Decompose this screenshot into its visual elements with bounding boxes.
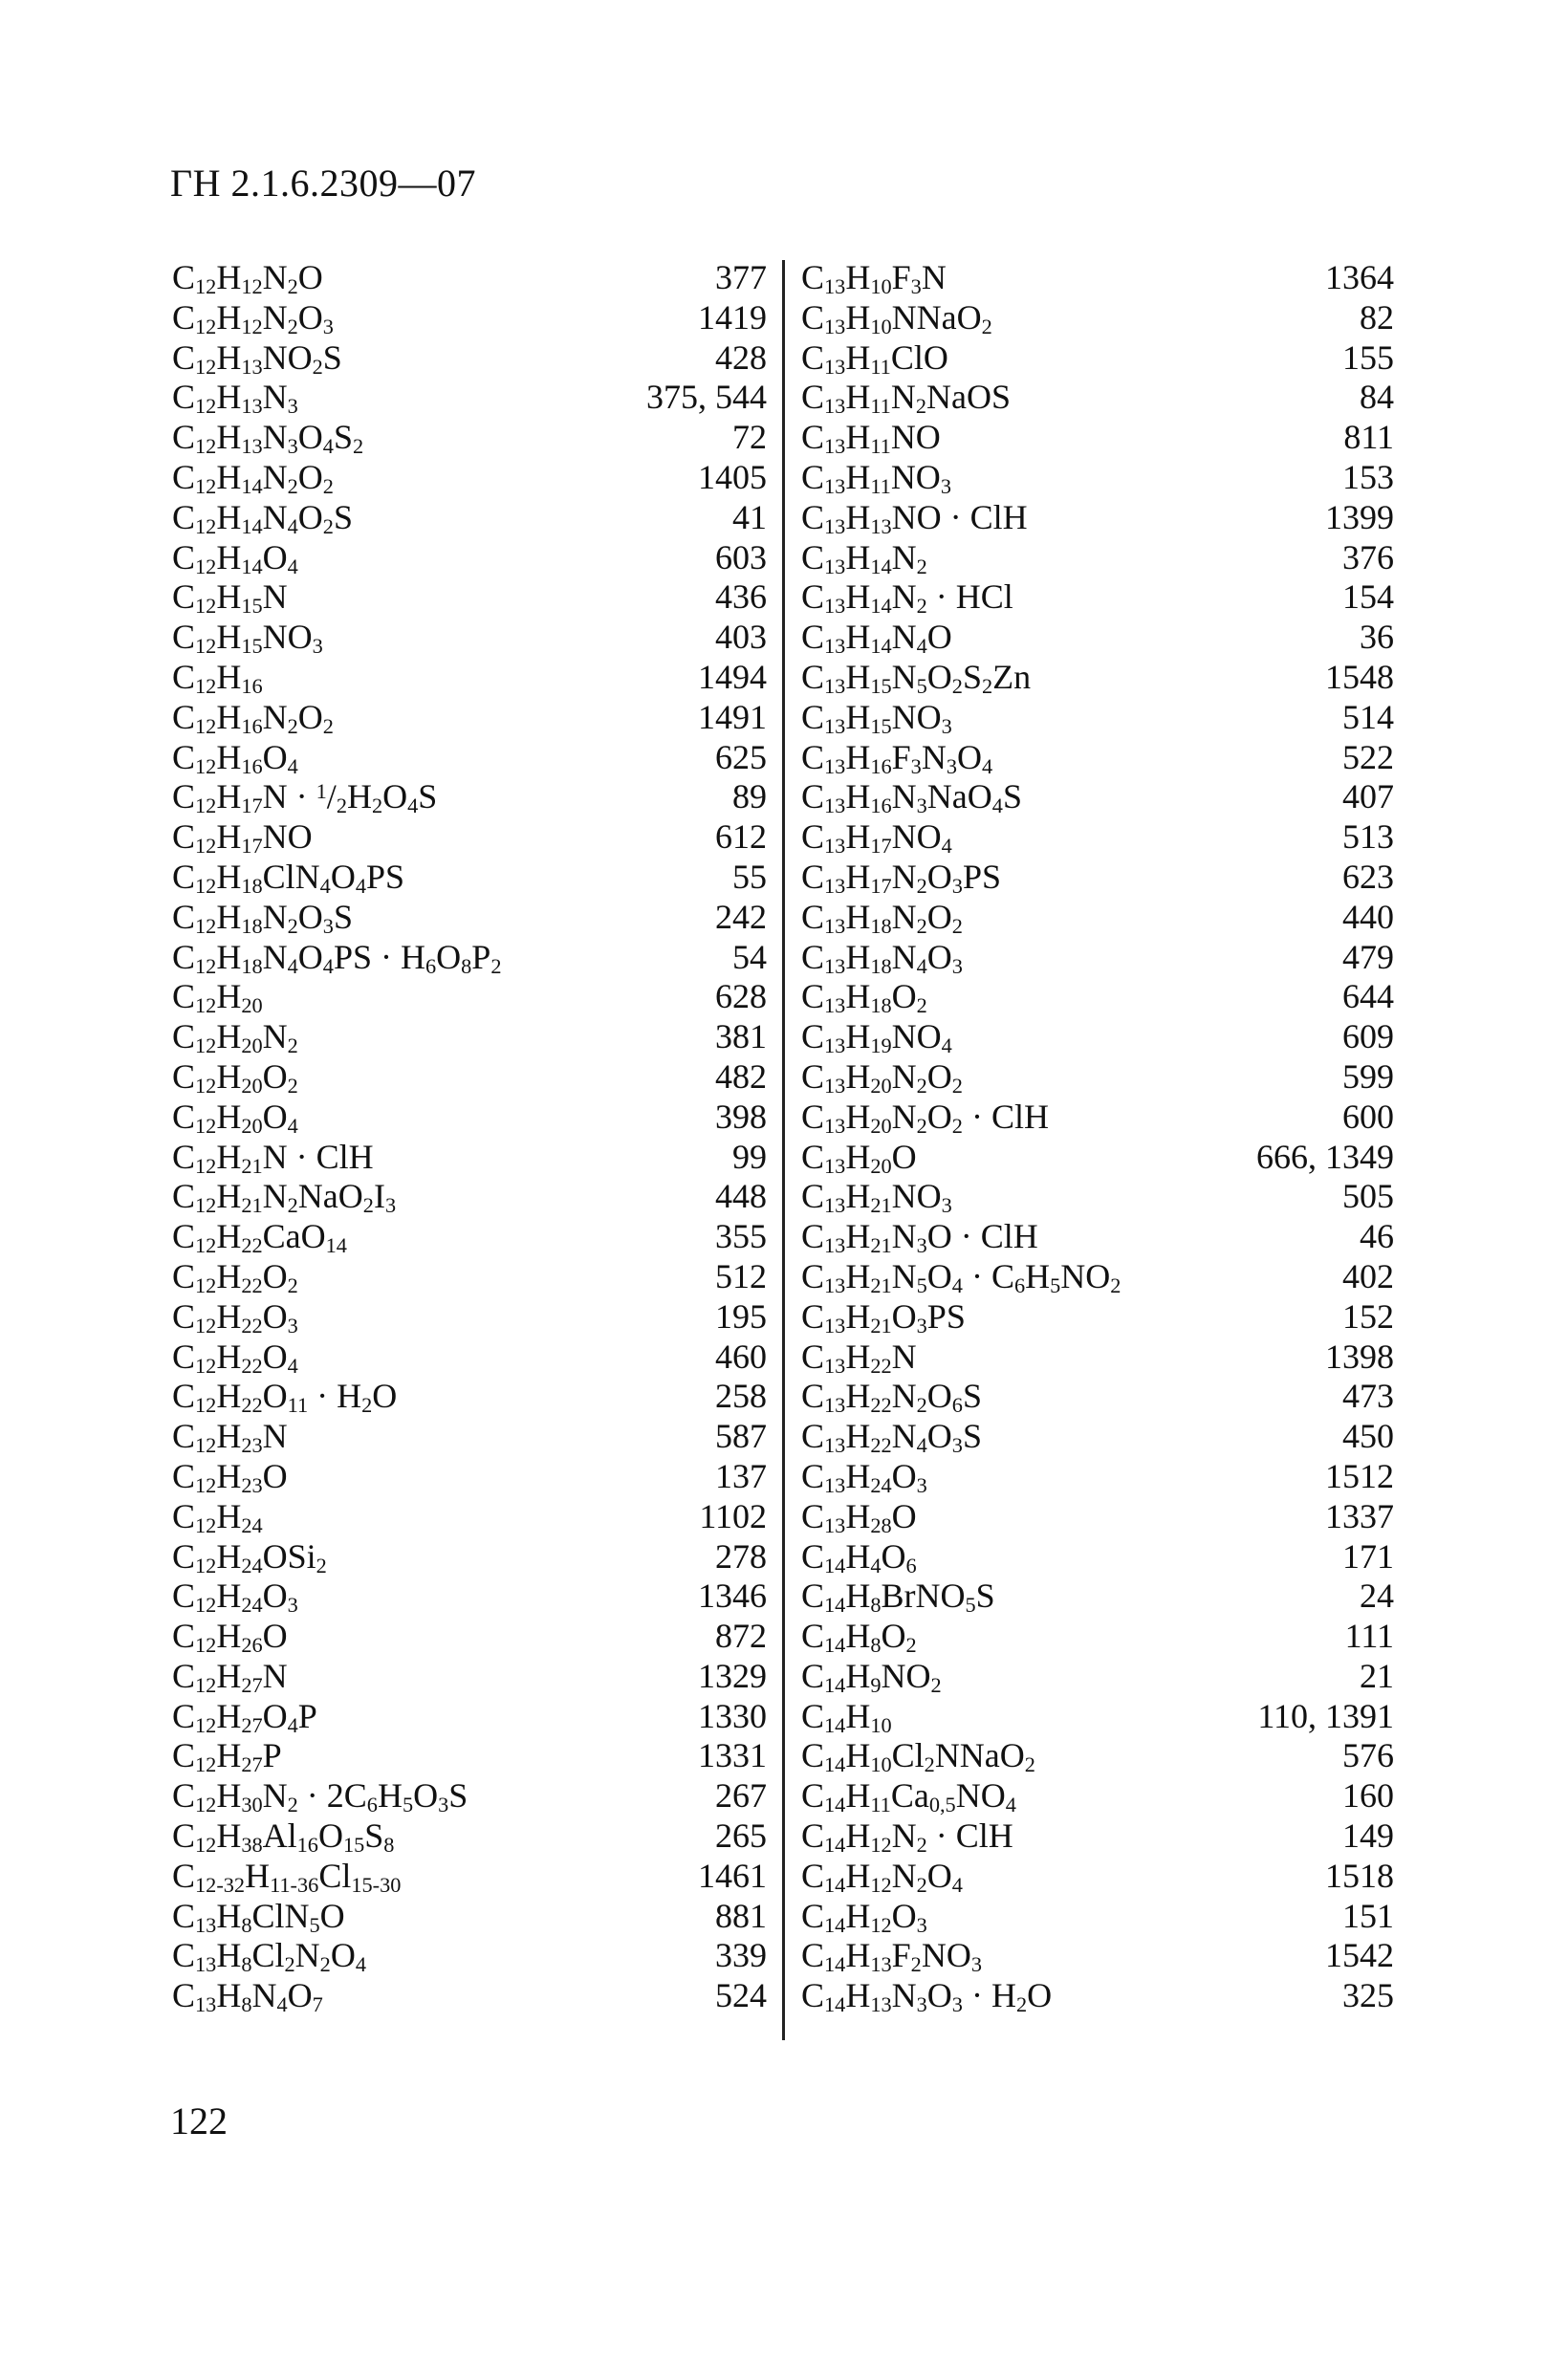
chemical-formula: $C_{12}H_{27}N$ [172,1656,288,1697]
chemical-formula: $C_{14}H_{13}N_3O_3 \cdot H_2O$ [801,1976,1053,2017]
reference-number: 609 [1342,1017,1394,1056]
chemical-formula: $C_{14}H_9NO_2$ [801,1656,942,1697]
chemical-formula: $C_{12}H_{12}N_2O$ [172,258,323,298]
index-row [172,618,767,658]
chemical-formula: $C_{13}H_{14}N_2$ · HCl [801,577,1013,619]
chemical-formula: $C_{12}H_{12}N_2O_3$ [172,297,334,338]
chemical-formula: $C_{12}H_{21}N_2NaO_2I_3$ [172,1177,397,1218]
reference-number: 84 [1360,378,1394,417]
index-row [172,1897,767,1937]
reference-number: 522 [1342,737,1394,776]
chemical-formula: $C_{14}H_{13}F_2NO_3$ [801,1936,982,1977]
reference-number: 1364 [1325,258,1394,296]
chemical-formula: $C_{14}H_{12}N_2$ · ClH [801,1816,1013,1857]
chemical-formula: $C_{12}H_{15}N$ [172,577,288,619]
index-row [172,658,767,698]
index-row [172,378,767,418]
reference-number: 54 [732,937,767,976]
chemical-formula: $C_{12}H_{16}N_2O_2$ [172,697,334,738]
chemical-formula: $C_{13}H_{11}NO$ [801,418,941,459]
chemical-formula: $C_{13}H_{16}N_3NaO_4S$ [801,777,1022,818]
reference-number: 137 [715,1456,767,1495]
chemical-formula: $C_{14}H_{12}O_3$ [801,1896,927,1937]
index-row [801,1497,1394,1537]
reference-number: 339 [715,1936,767,1975]
index-row [172,1857,767,1897]
index-row [801,378,1394,418]
reference-number: 1405 [698,457,767,496]
chemical-formula: $C_{12}H_{21}N$ · ClH [172,1137,374,1178]
index-row [172,1098,767,1138]
reference-number: 41 [732,497,767,536]
chemical-formula: $C_{14}H_{10}$ [801,1696,892,1737]
reference-number: 195 [715,1296,767,1336]
reference-number: 258 [715,1377,767,1416]
reference-number: 473 [1342,1377,1394,1416]
reference-number: 278 [715,1536,767,1576]
chemical-formula: $C_{12}H_{16}$ [172,657,263,698]
chemical-formula: $C_{13}H_{24}O_3$ [801,1456,927,1497]
reference-number: 171 [1342,1536,1394,1576]
reference-number: 111 [1344,1617,1394,1656]
index-row [172,1537,767,1577]
reference-number: 448 [715,1177,767,1216]
index-row [801,1697,1394,1737]
index-row [172,458,767,498]
index-row [801,1857,1394,1897]
index-row [172,1377,767,1417]
reference-number: 375, 544 [646,378,767,417]
index-row [172,1816,767,1857]
index-row [172,1297,767,1338]
index-row [801,1057,1394,1098]
column-divider [782,260,785,2040]
chemical-formula: $C_{12}H_{24}$ [172,1496,263,1537]
index-row [801,898,1394,938]
chemical-formula: $C_{12-32}H_{11-36}Cl_{15-30}$ [172,1856,402,1897]
chemical-formula: $C_{12}H_{18}N_2O_3S$ [172,897,353,938]
chemical-formula: $C_{14}H_{10}Cl_2NNaO_2$ [801,1736,1035,1777]
chemical-formula: $C_{12}H_{13}NO_2S$ [172,337,342,379]
index-row [801,858,1394,898]
reference-number: 403 [715,618,767,657]
reference-number: 1542 [1325,1936,1394,1975]
chemical-formula: $C_{12}H_{14}O_4$ [172,537,298,578]
index-row [801,1177,1394,1217]
chemical-formula: $C_{13}H_{14}N_4O$ [801,618,952,659]
chemical-formula: $C_{13}H_{15}N_5O_2S_2Zn$ [801,657,1032,698]
index-row [801,298,1394,338]
reference-number: 155 [1342,337,1394,377]
chemical-formula: $C_{13}H_{20}O$ [801,1137,917,1178]
reference-number: 666, 1349 [1256,1137,1394,1176]
index-row [172,1417,767,1457]
reference-number: 623 [1342,857,1394,896]
chemical-formula: $C_{13}H_{11}NO_3$ [801,457,951,498]
chemical-formula: $C_{13}H_{18}N_2O_2$ [801,897,963,938]
index-row [801,1617,1394,1657]
chemical-formula: $C_{12}H_{14}N_2O_2$ [172,457,334,498]
reference-number: 576 [1342,1736,1394,1775]
reference-number: 381 [715,1017,767,1056]
index-row [172,1057,767,1098]
chemical-formula: $C_{13}H_{17}NO_4$ [801,817,952,859]
index-row [801,618,1394,658]
chemical-formula: $C_{12}H_{13}N_3O_4S_2$ [172,418,364,459]
index-row [172,498,767,538]
reference-number: 36 [1360,618,1394,657]
document-header: ГН 2.1.6.2309—07 [170,162,477,205]
index-row [801,1657,1394,1697]
reference-number: 460 [715,1337,767,1376]
reference-number: 46 [1360,1217,1394,1256]
index-row [801,338,1394,379]
index-row [801,458,1394,498]
index-row [801,1017,1394,1057]
chemical-formula: $C_{12}H_{16}O_4$ [172,737,298,778]
chemical-formula: $C_{12}H_{13}N_3$ [172,378,298,419]
chemical-formula: $C_{14}H_{12}N_2O_4$ [801,1856,963,1897]
reference-number: 160 [1342,1776,1394,1816]
index-row [801,1417,1394,1457]
reference-number: 512 [715,1256,767,1295]
reference-number: 599 [1342,1056,1394,1096]
index-row [172,1657,767,1697]
chemical-formula: $C_{12}H_{27}O_4P$ [172,1696,317,1737]
chemical-formula: $C_{14}H_4O_6$ [801,1536,917,1577]
reference-number: 355 [715,1217,767,1256]
index-row [801,538,1394,578]
reference-number: 440 [1342,897,1394,936]
reference-number: 612 [715,817,767,857]
chemical-formula: $C_{13}H_{21}N_5O_4 \cdot C_6H_5NO_2$ [801,1256,1122,1297]
index-row [172,858,767,898]
index-row [172,977,767,1017]
index-row [801,698,1394,738]
index-row [172,898,767,938]
reference-number: 644 [1342,977,1394,1016]
reference-number: 628 [715,977,767,1016]
index-row [172,1577,767,1617]
chemical-formula: $C_{13}H_{19}NO_4$ [801,1017,952,1058]
reference-number: 82 [1360,297,1394,337]
index-row [801,1816,1394,1857]
chemical-formula: $C_{12}H_{30}N_2 \cdot 2C_6H_5O_3S$ [172,1776,468,1817]
chemical-formula: $C_{13}H_{28}O$ [801,1496,917,1537]
chemical-formula: $C_{13}H_{10}NNaO_2$ [801,297,992,338]
index-row [172,1736,767,1776]
chemical-formula: $C_{13}H_{16}F_3N_3O_4$ [801,737,993,778]
right-index-column [801,258,1394,2016]
reference-number: 1491 [698,697,767,736]
index-row [172,1697,767,1737]
index-row [172,1257,767,1297]
reference-number: 1331 [698,1736,767,1775]
index-row [172,418,767,458]
reference-number: 1512 [1325,1456,1394,1495]
chemical-formula: $C_{13}H_{11}N_2NaOS$ [801,378,1011,419]
reference-number: 1518 [1325,1856,1394,1895]
chemical-formula: $C_{13}H_{22}N$ [801,1337,917,1378]
reference-number: 1330 [698,1696,767,1735]
index-row [801,1897,1394,1937]
index-row [801,1217,1394,1257]
chemical-formula: $C_{12}H_{22}O_{11} \cdot H_2O$ [172,1377,398,1418]
reference-number: 376 [1342,537,1394,576]
chemical-formula: $C_{13}H_8Cl_2N_2O_4$ [172,1936,366,1977]
reference-number: 1102 [699,1496,767,1535]
chemical-formula: $C_{13}H_8ClN_5O$ [172,1896,345,1937]
chemical-formula: $C_{12}H_{38}Al_{16}O_{15}S_8$ [172,1816,395,1857]
index-row [801,577,1394,618]
reference-number: 1337 [1325,1496,1394,1535]
chemical-formula: $C_{12}H_{18}ClN_4O_4PS$ [172,857,405,898]
reference-number: 89 [732,777,767,816]
chemical-formula: $C_{12}H_{20}N_2$ [172,1017,298,1058]
chemical-formula: $C_{13}H_{18}N_4O_3$ [801,937,963,978]
reference-number: 436 [715,577,767,617]
reference-number: 505 [1342,1177,1394,1216]
index-row [801,1457,1394,1497]
index-row [172,298,767,338]
chemical-formula: $C_{12}H_{27}P$ [172,1736,282,1777]
reference-number: 450 [1342,1417,1394,1456]
index-row [801,1577,1394,1617]
chemical-formula: $C_{12}H_{15}NO_3$ [172,618,323,659]
index-row [172,1976,767,2016]
chemical-formula: $C_{14}H_8BrNO_5S$ [801,1577,995,1618]
chemical-formula: $C_{13}H_{13}NO$ · ClH [801,497,1028,538]
index-row [801,1936,1394,1976]
chemical-formula: $C_{13}H_{20}N_2O_2$ [801,1056,963,1098]
chemical-formula: $C_{13}H_{20}N_2O_2$ · ClH [801,1097,1049,1138]
reference-number: 154 [1342,577,1394,617]
chemical-formula: $C_{13}H_8N_4O_7$ [172,1976,323,2017]
reference-number: 21 [1360,1656,1394,1695]
chemical-formula: $C_{12}H_{20}O_2$ [172,1056,298,1098]
reference-number: 881 [715,1896,767,1935]
reference-number: 149 [1342,1816,1394,1856]
index-row [801,777,1394,817]
index-row [172,1776,767,1816]
index-row [801,1736,1394,1776]
index-row [801,1257,1394,1297]
reference-number: 242 [715,897,767,936]
reference-number: 24 [1360,1577,1394,1616]
reference-number: 99 [732,1137,767,1176]
chemical-formula: $C_{12}H_{14}N_4O_2S$ [172,497,353,538]
index-row [801,1776,1394,1816]
index-row [801,938,1394,978]
index-row [801,658,1394,698]
index-row [172,1138,767,1178]
index-row [172,538,767,578]
index-row [801,498,1394,538]
chemical-formula: $C_{12}H_{22}O_3$ [172,1296,298,1338]
chemical-formula: $C_{12}H_{23}O$ [172,1456,288,1497]
index-row [172,1338,767,1378]
left-index-column [172,258,767,2016]
index-row [172,938,767,978]
chemical-formula: $C_{13}H_{22}N_2O_6S$ [801,1377,982,1418]
reference-number: 55 [732,857,767,896]
chemical-formula: $C_{13}H_{18}O_2$ [801,977,927,1018]
reference-number: 265 [715,1816,767,1856]
chemical-formula: $C_{12}H_{26}O$ [172,1617,288,1657]
index-row [172,698,767,738]
index-row [172,1177,767,1217]
index-row [172,1617,767,1657]
reference-number: 1548 [1325,657,1394,696]
index-row [801,738,1394,778]
reference-number: 325 [1342,1976,1394,2015]
reference-number: 1461 [698,1856,767,1895]
reference-number: 428 [715,337,767,377]
index-row [172,1936,767,1976]
index-row [172,258,767,298]
chemical-formula: $C_{12}H_{17}NO$ [172,817,313,859]
chemical-formula: $C_{12}H_{20}$ [172,977,263,1018]
chemical-formula: $C_{13}H_{14}N_2$ [801,537,927,578]
index-row [801,977,1394,1017]
chemical-formula: $C_{13}H_{21}N_3O$ · ClH [801,1217,1038,1258]
index-row [801,817,1394,858]
reference-number: 482 [715,1056,767,1096]
chemical-formula: $C_{12}H_{22}O_2$ [172,1256,298,1297]
chemical-formula: $C_{13}H_{21}NO_3$ [801,1177,952,1218]
reference-number: 1346 [698,1577,767,1616]
reference-number: 811 [1343,418,1394,457]
chemical-formula: $C_{13}H_{22}N_4O_3S$ [801,1417,982,1458]
reference-number: 1399 [1325,497,1394,536]
index-row [172,1017,767,1057]
reference-number: 110, 1391 [1257,1696,1394,1735]
index-row [801,1098,1394,1138]
reference-number: 625 [715,737,767,776]
chemical-formula: $C_{13}H_{21}O_3PS$ [801,1296,966,1338]
reference-number: 407 [1342,777,1394,816]
index-row [172,817,767,858]
index-row [801,1377,1394,1417]
reference-number: 524 [715,1976,767,2015]
reference-number: 1329 [698,1656,767,1695]
reference-number: 402 [1342,1256,1394,1295]
chemical-formula: $C_{14}H_{11}Ca_{0,5}NO_4$ [801,1776,1016,1817]
reference-number: 603 [715,537,767,576]
reference-number: 1398 [1325,1337,1394,1376]
chemical-formula: $C_{12}H_{23}N$ [172,1417,288,1458]
reference-number: 479 [1342,937,1394,976]
index-row [801,1138,1394,1178]
reference-number: 151 [1342,1896,1394,1935]
index-row [801,418,1394,458]
chemical-formula: $C_{12}H_{24}OSi_2$ [172,1536,327,1577]
reference-number: 267 [715,1776,767,1816]
reference-number: 72 [732,418,767,457]
index-row [172,777,767,817]
index-row [801,1338,1394,1378]
reference-number: 514 [1342,697,1394,736]
index-row [172,1457,767,1497]
index-row [801,258,1394,298]
chemical-formula: $C_{12}H_{22}O_4$ [172,1337,298,1378]
index-row [801,1297,1394,1338]
reference-number: 513 [1342,817,1394,857]
chemical-formula: $C_{14}H_8O_2$ [801,1617,917,1657]
chemical-formula: $C_{13}H_{15}NO_3$ [801,697,952,738]
page-number: 122 [170,2099,228,2143]
reference-number: 600 [1342,1097,1394,1136]
reference-number: 872 [715,1617,767,1656]
chemical-formula: $C_{12}H_{24}O_3$ [172,1577,298,1618]
index-row [172,1217,767,1257]
reference-number: 1494 [698,657,767,696]
reference-number: 377 [715,258,767,296]
chemical-formula: $C_{13}H_{10}F_3N$ [801,258,947,298]
chemical-formula: $C_{12}H_{17}N \cdot ^1/_2H_2O_4S$ [172,777,438,818]
reference-number: 398 [715,1097,767,1136]
index-row [801,1976,1394,2016]
chemical-formula: $C_{13}H_{17}N_2O_3PS$ [801,857,1001,898]
chemical-formula: $C_{12}H_{18}N_4O_4PS \cdot H_6O_8P_2$ [172,937,502,978]
reference-number: 1419 [698,297,767,337]
reference-number: 587 [715,1417,767,1456]
chemical-formula: $C_{12}H_{20}O_4$ [172,1097,298,1138]
chemical-formula: $C_{13}H_{11}ClO$ [801,337,948,379]
index-row [172,738,767,778]
index-row [172,338,767,379]
reference-number: 152 [1342,1296,1394,1336]
index-row [172,577,767,618]
reference-number: 153 [1342,457,1394,496]
index-row [801,1537,1394,1577]
chemical-formula: $C_{12}H_{22}CaO_{14}$ [172,1217,347,1258]
index-row [172,1497,767,1537]
